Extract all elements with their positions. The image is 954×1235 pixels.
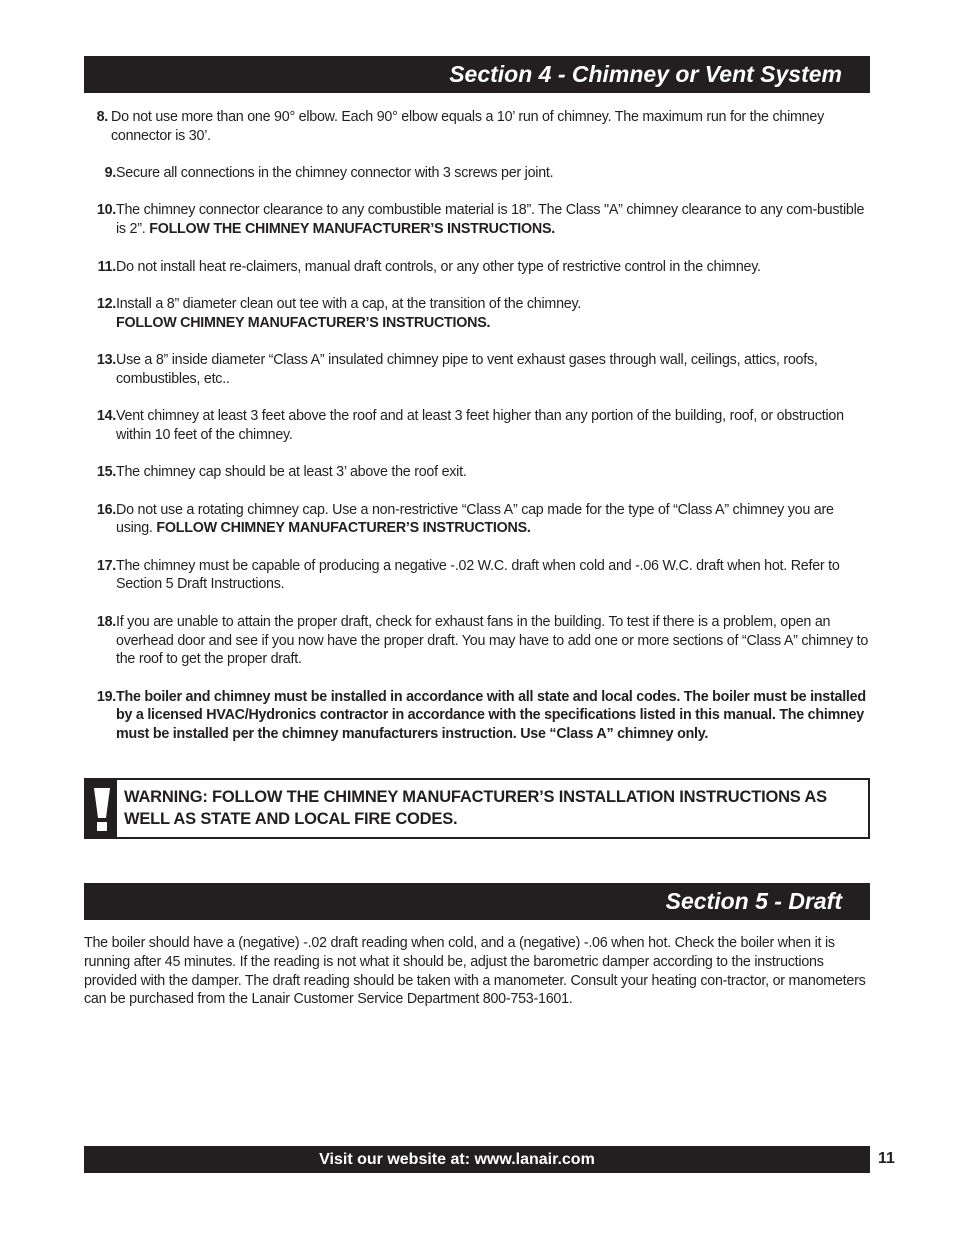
item-number: 11. (97, 258, 116, 275)
section-4-title: Section 4 - Chimney or Vent System (449, 61, 842, 87)
item-number: 14. (96, 408, 116, 425)
section-5-title: Section 5 - Draft (665, 888, 842, 914)
list-item (84, 557, 874, 594)
item-text: Secure all connections in the chimney connector with 3 screws per joint. (116, 165, 554, 182)
item-number: 8. (96, 109, 108, 125)
website-text: Visit our website at: www.lanair.com (319, 1151, 595, 1168)
page-number: 11 (878, 1150, 895, 1167)
exclamation-icon (86, 780, 117, 837)
item-text: If you are unable to attain the proper draft, check for exhaust fans in the building. To test if there is a problem, open an overhead door and see if you now have the proper draft. You may have to add one or more sections of “Class A” chimney to the roof to get the proper draft. (116, 613, 869, 668)
section-5-header (84, 883, 870, 920)
list-item (84, 407, 874, 444)
item-text: The boiler and chimney must be installed in accordance with all state and local codes. The boiler must be installed by a licensed HVAC/Hydronics contractor in accordance with the specifications listed in this manual. The chimney must be installed per the chimney manufacturers instruction. Use “Class A” chimney only. (116, 688, 866, 743)
item-text: Do not use more than one 90° elbow. Each 90° elbow equals a 10’ run of chimney. The maximum run for the chimney connector is 30’. (111, 109, 824, 144)
warning-text: WARNING: FOLLOW THE CHIMNEY MANUFACTURER’S INSTALLATION INSTRUCTIONS AS WELL AS STATE AND LOCAL FIRE CODES. (124, 788, 827, 828)
warning-box (84, 778, 870, 839)
draft-paragraph: The boiler should have a (negative) -.02 draft reading when cold, and a (negative) -.06 when hot. Check the boiler when it is running after 45 minutes. If the reading is not what it should be, adjust the barometric damper according to the instructions provided with the damper. The draft reading should be taken with a manometer. Consult your heating con-tractor, or manometers can be purchased from the Lanair Customer Service Department 800-753-1601. (84, 935, 866, 1008)
list-item (84, 463, 874, 482)
item-text: The chimney must be capable of producing a negative -.02 W.C. draft when cold and -.06 W.C. draft when hot. Refer to Section 5 Draft Instructions. (116, 557, 840, 593)
list-item (84, 108, 874, 145)
item-number: 9. (104, 165, 116, 182)
item-text: The chimney connector clearance to any combustible material is 18”. The Class "A” chimney clearance to any com-bustible is 2”. FOLLOW THE CHIMNEY MANUFACTURER’S INSTRUCTIONS. (116, 202, 865, 238)
item-number: 17. (96, 557, 116, 574)
item-number: 13. (96, 352, 116, 369)
item-number: 16. (96, 501, 116, 518)
list-item (84, 258, 874, 277)
item-number: 15. (96, 464, 116, 481)
item-number: 18. (96, 613, 116, 630)
section-4-header (84, 56, 870, 93)
item-text: Do not use a rotating chimney cap. Use a non-restrictive “Class A” cap made for the type of “Class A” chimney you are using. FOLLOW CHIMNEY MANUFACTURER’S INSTRUCTIONS. (116, 501, 834, 537)
item-text: Vent chimney at least 3 feet above the roof and at least 3 feet higher than any portion of the building, roof, or obstruction within 10 feet of the chimney. (116, 408, 844, 443)
chimney-instructions-list (84, 108, 874, 744)
item-text: Do not install heat re-claimers, manual draft controls, or any other type of restrictive control in the chimney. (116, 258, 761, 275)
item-number: 19. (96, 688, 116, 705)
item-text: Install a 8” diameter clean out tee with a cap, at the transition of the chimney. FOLLOW CHIMNEY MANUFACTURER’S INSTRUCTIONS. (116, 295, 582, 331)
footer-bar (84, 1146, 870, 1173)
list-item (84, 164, 874, 183)
item-text: Use a 8” inside diameter “Class A” insulated chimney pipe to vent exhaust gases through wall, ceilings, attics, roofs, combustibles, etc.. (116, 352, 818, 387)
item-number: 12. (96, 295, 116, 312)
list-item (84, 351, 874, 388)
list-item (84, 501, 874, 538)
list-item (84, 295, 874, 332)
list-item (84, 201, 874, 238)
list-item (84, 688, 874, 744)
list-item (84, 613, 874, 669)
item-text: The chimney cap should be at least 3’ above the roof exit. (116, 464, 467, 481)
exclamation-icon-graphic (91, 786, 113, 832)
item-number: 10. (96, 202, 116, 219)
